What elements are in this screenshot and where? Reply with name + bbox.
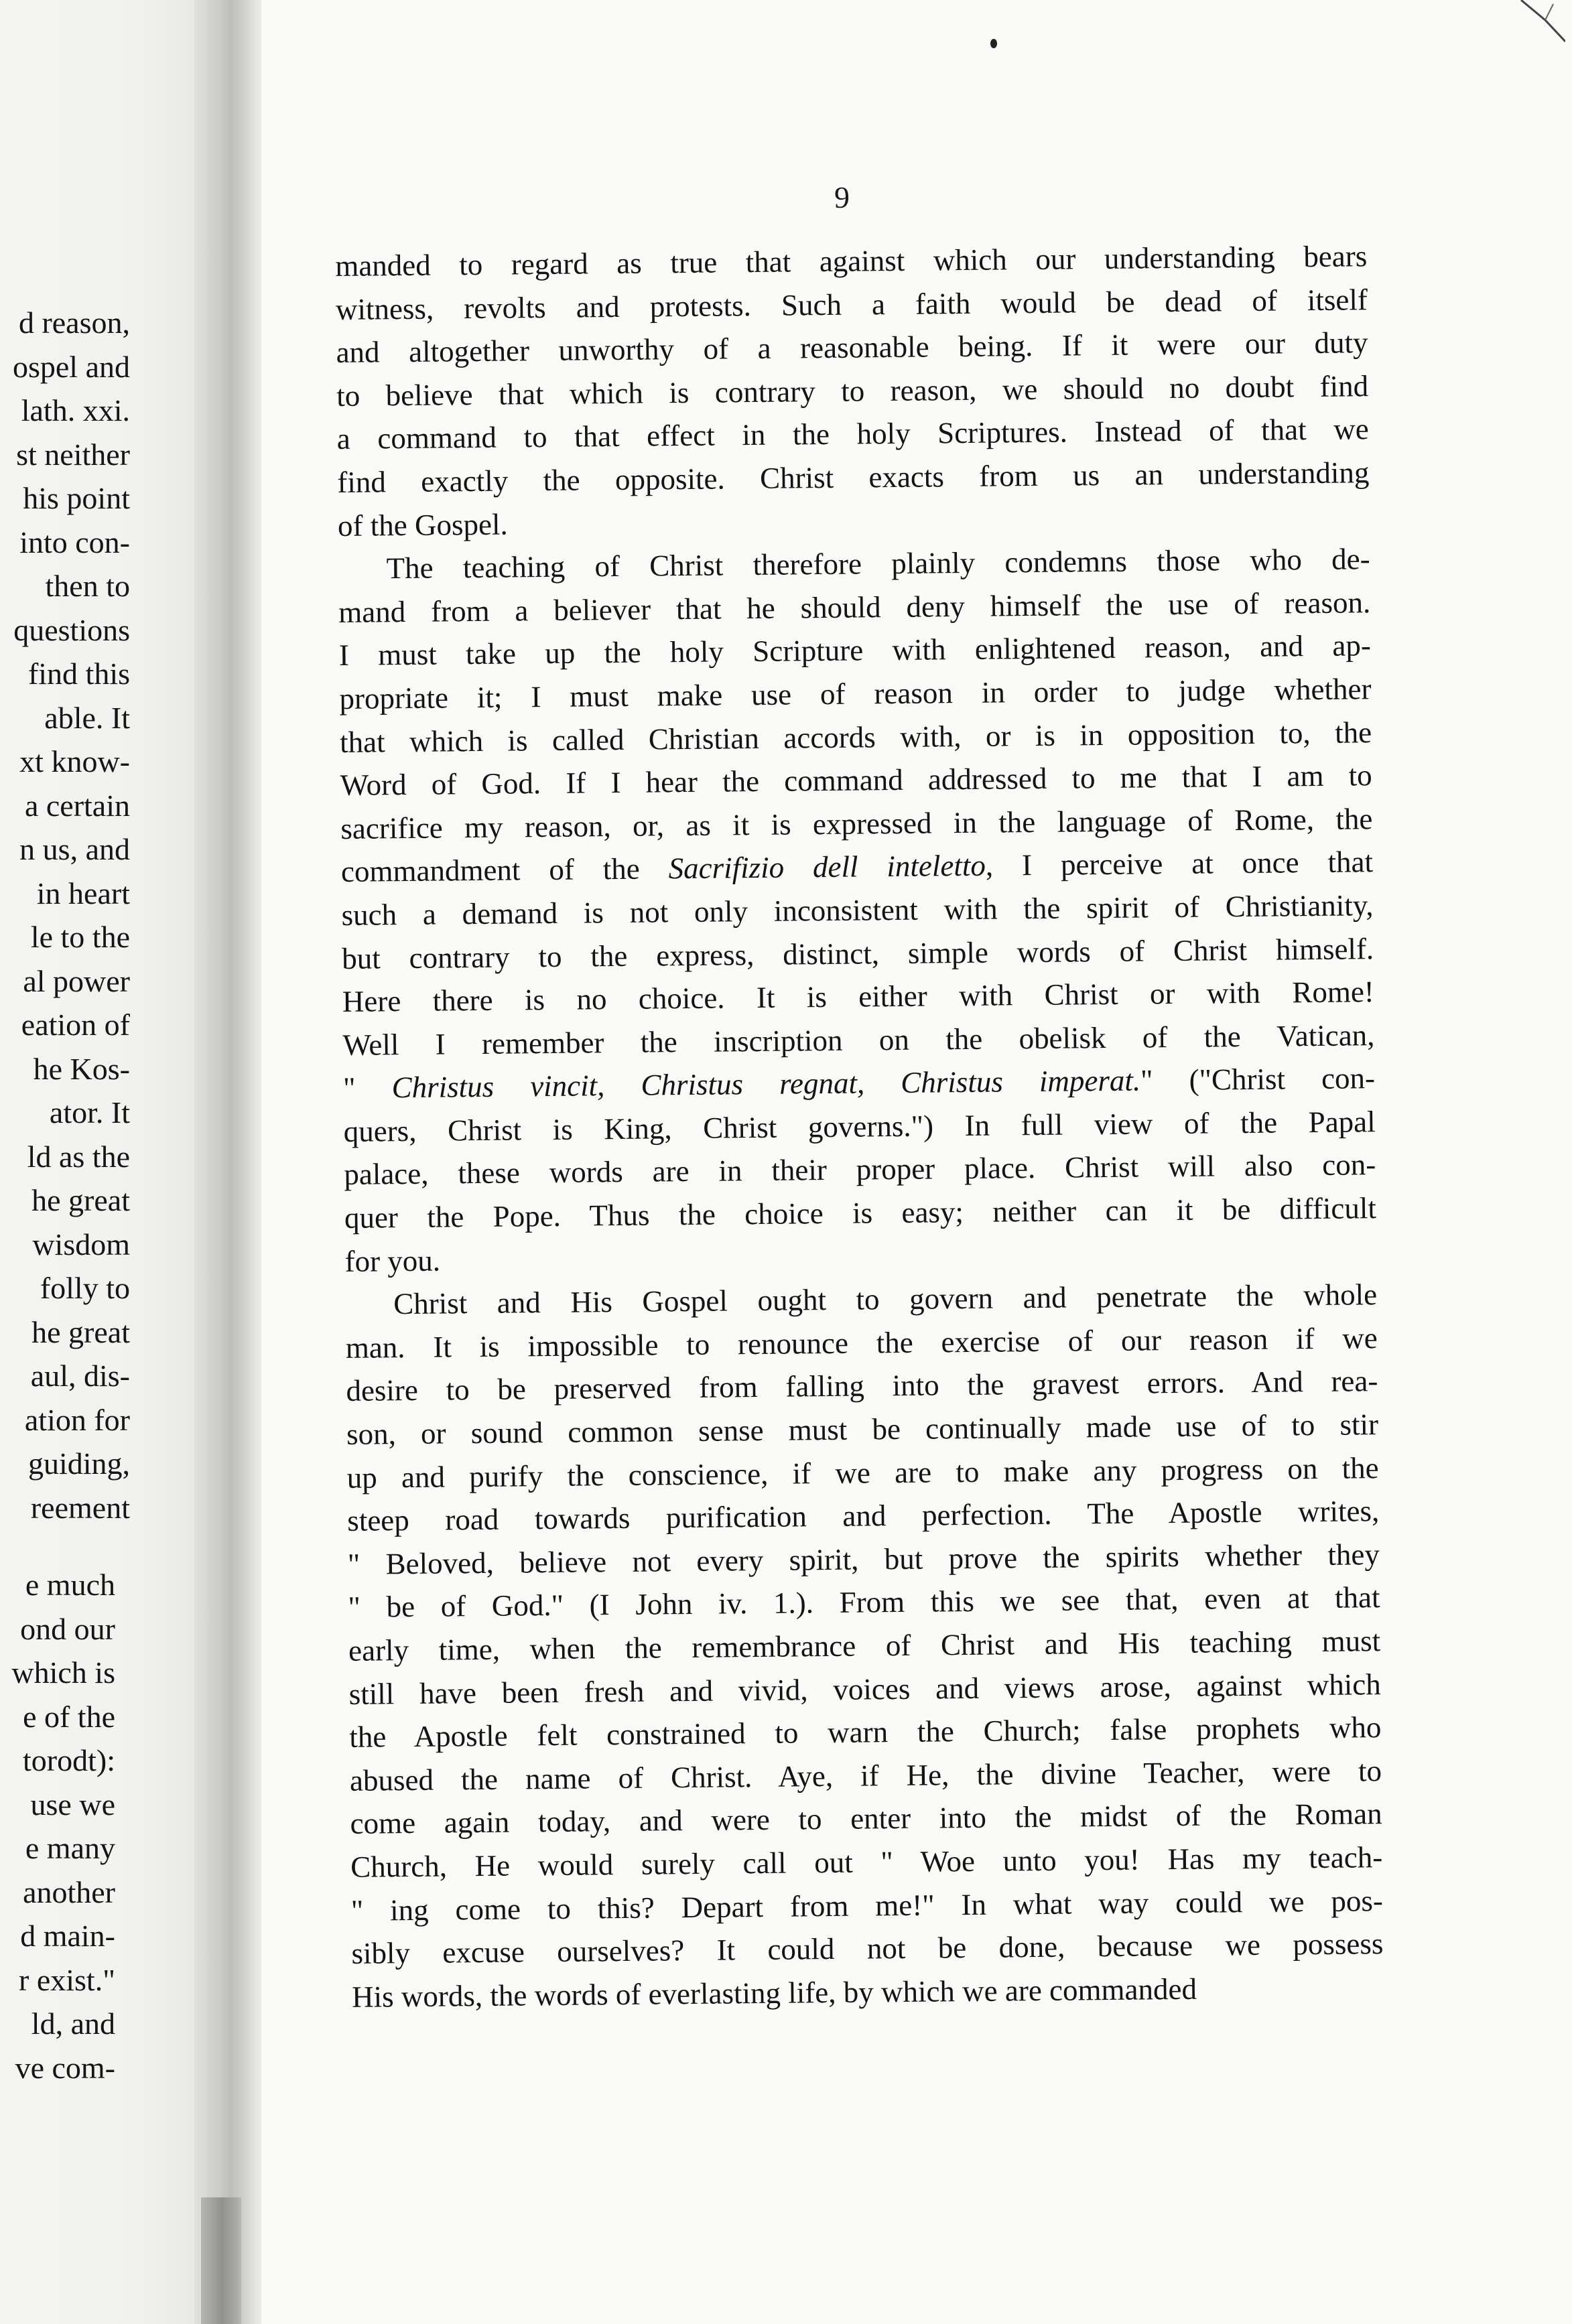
text-line: steep road towards purification and perfection. The Apostle writes, xyxy=(347,1494,1380,1538)
left-page-line: ospel and xyxy=(12,349,130,384)
left-page-line: reement xyxy=(30,1490,130,1525)
left-page-line: torodt): xyxy=(23,1743,115,1777)
text-line: up and purify the conscience, if we are to make any progress on the xyxy=(346,1450,1379,1495)
left-page-line: use we xyxy=(30,1787,115,1822)
italic-phrase: Sacrifizio dell inteletto xyxy=(668,849,986,886)
text-line: palace, these words are in their proper place. Christ will also con- xyxy=(344,1148,1376,1192)
left-page-line: he Kos- xyxy=(33,1051,130,1086)
text-line: and altogether unworthy of a reasonable being. If it were our duty xyxy=(336,326,1368,370)
left-page-line: ve com- xyxy=(15,2050,115,2085)
gutter-shadow xyxy=(201,2197,241,2324)
left-page-line: d reason, xyxy=(18,305,130,340)
left-page-line: le to the xyxy=(30,920,130,954)
page-body-text xyxy=(335,234,1397,2019)
left-page-line: folly to xyxy=(40,1271,130,1305)
left-page-line: ator. It xyxy=(49,1095,130,1130)
page-corner-fold xyxy=(1518,0,1565,47)
text-line: desire to be preserved from falling into the gravest errors. And rea- xyxy=(346,1364,1378,1408)
left-page-line: wisdom xyxy=(32,1227,130,1261)
left-page-line: ond our xyxy=(20,1611,115,1646)
left-page-line: eation of xyxy=(21,1008,130,1042)
text-line: " ing come to this? Depart from me!" In what way could we pos- xyxy=(350,1883,1384,1927)
left-page-line: e much xyxy=(25,1568,115,1602)
text-line: mand from a believer that he should deny himself the use of reason. xyxy=(338,585,1371,629)
text-line: son, or sound common sense must be continually made use of to stir xyxy=(346,1408,1379,1451)
left-page-line: e many xyxy=(25,1831,115,1865)
text-line: for you. xyxy=(344,1243,441,1278)
text-line: manded to regard as true that against which our understanding bears xyxy=(335,239,1368,283)
left-page-line: he great xyxy=(31,1314,130,1349)
left-page-line: e of the xyxy=(23,1699,115,1734)
text-line: but contrary to the express, distinct, simple words of Christ himself. xyxy=(341,931,1374,975)
left-page-line: st neither xyxy=(16,437,130,472)
text-line: come again today, and were to enter into the midst of the Roman xyxy=(350,1797,1382,1841)
text-line: that which is called Christian accords with, or is in opposition to, the xyxy=(339,715,1372,759)
text-line: " Christus vincit, Christus regnat, Christus imperat." ("Christ con- xyxy=(342,1061,1376,1105)
left-page-line: lath. xxi. xyxy=(21,393,130,427)
text-line: quers, Christ is King, Christ governs.") In full view of the Papal xyxy=(343,1105,1376,1148)
left-page-line: ld, and xyxy=(31,2006,115,2041)
left-page-line: in heart xyxy=(36,876,130,910)
text-line: Christ and His Gospel ought to govern and penetrate the whole xyxy=(393,1278,1378,1321)
left-page-line: ld as the xyxy=(27,1139,130,1174)
text-line: I must take up the holy Scripture with enlightened reason, and ap- xyxy=(338,628,1372,673)
text-line: Church, He would surely call out " Woe unto you! Has my teach- xyxy=(350,1840,1383,1884)
left-page-line: a certain xyxy=(24,788,130,823)
text-line: propriate it; I must make use of reason in order to judge whether xyxy=(339,672,1372,715)
ink-speck xyxy=(990,39,997,48)
left-page-line: he great xyxy=(31,1183,130,1217)
text-line: sacrifice my reason, or, as it is expressed in the language of Rome, the xyxy=(340,801,1373,845)
left-page-line: into con- xyxy=(19,525,130,559)
book-gutter xyxy=(194,0,261,2324)
text-line: a command to that effect in the holy Scriptures. Instead of that we xyxy=(336,412,1369,456)
text-line: witness, revolts and protests. Such a faith would be dead of itself xyxy=(335,282,1368,326)
text-line: commandment of the Sacrifizio dell inteletto, I perceive at once that xyxy=(340,845,1374,889)
left-facing-page xyxy=(0,0,194,2324)
left-page-line: then to xyxy=(45,569,130,603)
left-page-line: d main- xyxy=(20,1919,115,1953)
text-line: sibly excuse ourselves? It could not be done, because we possess xyxy=(351,1927,1384,1971)
left-page-line: aul, dis- xyxy=(30,1359,130,1393)
text-line: The teaching of Christ therefore plainly condemns those who de- xyxy=(386,542,1370,586)
text-line: Here there is no choice. It is either with Christ or with Rome! xyxy=(342,975,1375,1019)
text-line: abused the name of Christ. Aye, if He, the divine Teacher, were to xyxy=(349,1753,1382,1797)
left-page-line: n us, and xyxy=(19,832,130,866)
text-line: the Apostle felt constrained to warn the Church; false prophets who xyxy=(349,1710,1382,1755)
left-page-line: his point xyxy=(23,481,130,515)
text-line: still have been fresh and vivid, voices and views arose, against which xyxy=(348,1667,1381,1711)
page-number: 9 xyxy=(834,180,850,214)
left-page-line: guiding, xyxy=(27,1446,130,1481)
text-line: to believe that which is contrary to reason, we should no doubt find xyxy=(336,368,1369,413)
text-line: Well I remember the inscription on the obelisk of the Vatican, xyxy=(342,1018,1375,1062)
text-line: His words, the words of everlasting life, by which we are commanded xyxy=(351,1972,1197,2014)
left-page-line: questions xyxy=(13,612,130,647)
left-page-line: ation for xyxy=(24,1402,130,1437)
text-line: of the Gospel. xyxy=(337,507,508,543)
text-line: " Beloved, believe not every spirit, but prove the spirits whether they xyxy=(347,1537,1380,1581)
text-line: early time, when the remembrance of Christ and His teaching must xyxy=(348,1624,1381,1667)
text-line: quer the Pope. Thus the choice is easy; neither can it be difficult xyxy=(344,1191,1377,1235)
text-line: Word of God. If I hear the command addressed to me that I am to xyxy=(340,758,1372,803)
text-line: man. It is impossible to renounce the exercise of our reason if we xyxy=(345,1320,1378,1365)
left-page-line: xt know- xyxy=(19,744,130,778)
left-page-line: al power xyxy=(23,963,130,998)
text-line: " be of God." (I John iv. 1.). From this we see that, even at that xyxy=(348,1580,1380,1625)
left-page-line: find this xyxy=(27,657,130,691)
left-page-line: another xyxy=(23,1874,115,1909)
left-page-line: r exist." xyxy=(19,1962,115,1997)
left-page-line: which is xyxy=(11,1655,115,1690)
text-line: find exactly the opposite. Christ exacts from us an understanding xyxy=(337,456,1370,499)
left-page-line: able. It xyxy=(44,700,130,735)
italic-phrase: Christus vincit, Christus regnat, Christus imperat. xyxy=(391,1063,1141,1105)
text-line: such a demand is not only inconsistent with the spirit of Christianity, xyxy=(341,888,1374,932)
